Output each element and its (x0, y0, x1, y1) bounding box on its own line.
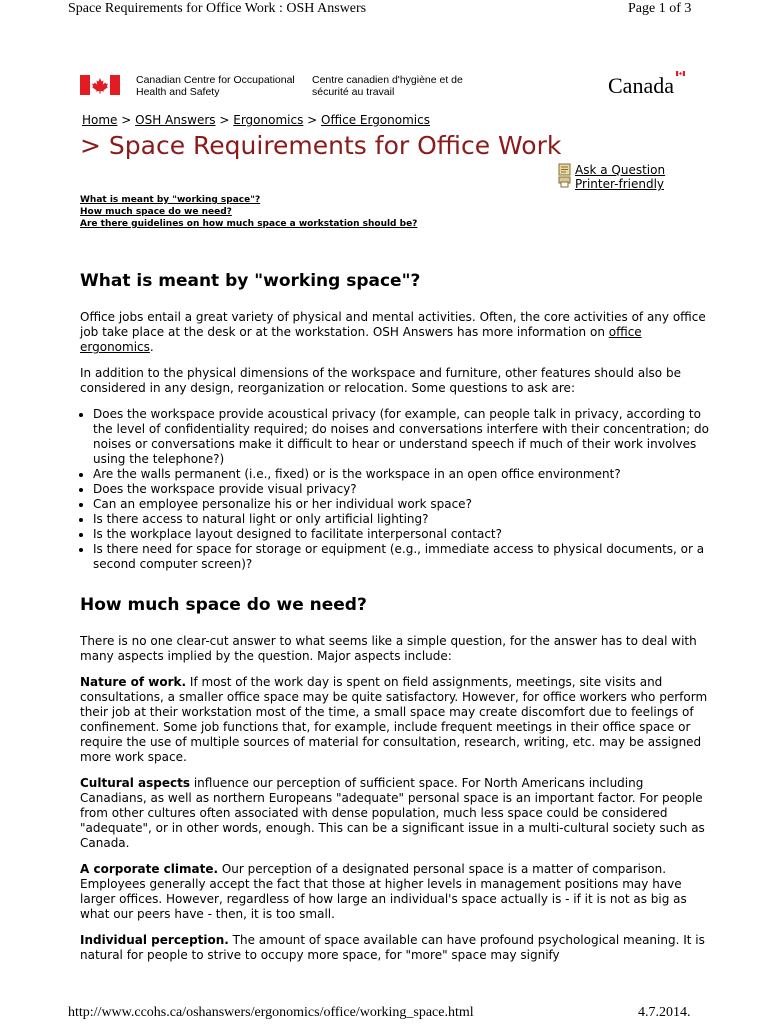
toc-link-how-much-space[interactable]: How much space do we need? (80, 207, 232, 217)
print-header-title: Space Requirements for Office Work : OSH Answers (68, 1, 367, 16)
paragraph: In addition to the physical dimensions of the workspace and furniture, other features should also be considered in any design, reorganization or relocation. Some questions to ask are: (80, 366, 681, 395)
print-footer (0, 1004, 768, 1024)
section-heading-working-space: What is meant by "working space"? (80, 271, 421, 291)
printer-friendly-link[interactable]: Printer-friendly (575, 177, 665, 191)
print-header (0, 0, 768, 20)
paragraph-corporate-climate: A corporate climate. Our perception of a designated personal space is a matter of comparison. Employees generally accept the fact that those at higher levels in management positions may have larger offices. However, regardless of how large an individual's space actually is - if it is not as big as what our peers have - then, it is too small. (80, 862, 687, 921)
print-footer-url: http://www.ccohs.ca/oshanswers/ergonomics/office/working_space.html (68, 1005, 474, 1020)
list-item: • Is there need for space for storage or equipment (e.g., immediate access to physical documents, or a second computer screen)? (93, 542, 710, 572)
page-title: > Space Requirements for Office Work (80, 131, 562, 160)
print-page-number: Page 1 of 3 (628, 1, 692, 16)
toc-link-guidelines[interactable]: Are there guidelines on how much space a workstation should be? (80, 219, 418, 229)
paragraph: Office jobs entail a great variety of physical and mental activities. Often, the core activities of any office job take place at the desk or at the workstation. OSH Answers has more information on office ergonomics. (80, 310, 706, 354)
list-item: • Does the workspace provide visual privacy? (93, 482, 710, 497)
breadcrumb-home-link[interactable]: Home (82, 113, 118, 127)
paragraph: There is no one clear-cut answer to what seems like a simple question, for the answer has to deal with many aspects implied by the question. Major aspects include: (80, 634, 697, 663)
org-name-english: Canadian Centre for Occupational Health and Safety (136, 74, 295, 98)
section-heading-how-much-space: How much space do we need? (80, 595, 367, 615)
ask-question-link[interactable]: Ask a Question (575, 163, 666, 177)
paragraph-individual-perception: Individual perception. The amount of space available can have profound psychological meaning. It is natural for people to strive to occupy more space, for "more" space may signify (80, 933, 705, 962)
breadcrumb-ergonomics-link[interactable]: Ergonomics (233, 113, 304, 127)
canada-flag-icon (80, 75, 120, 95)
toc-link-working-space[interactable]: What is meant by "working space"? (80, 195, 261, 205)
site-header (80, 74, 690, 104)
list-item: • Are the walls permanent (i.e., fixed) or is the workspace in an open office environment? (93, 467, 710, 482)
breadcrumb-separator: > (219, 113, 230, 127)
tools-icon (558, 163, 572, 189)
table-of-contents (80, 194, 417, 230)
breadcrumb-separator: > (121, 113, 132, 127)
print-footer-date: 4.7.2014. (638, 1005, 691, 1020)
list-item: • Can an employee personalize his or her individual work space? (93, 497, 710, 512)
questions-list (80, 407, 710, 572)
list-item: • Is the workplace layout designed to facilitate interpersonal contact? (93, 527, 710, 542)
paragraph-cultural-aspects: Cultural aspects influence our perception of sufficient space. For North Americans including Canadians, as well as northern Europeans "adequate" personal space is an important factor. For people from other cultures often associated with dense population, much less space could be considered "adequate", or in other words, enough. This can be a significant issue in a multi-cultural society such as Canada. (80, 776, 705, 850)
main-content (80, 262, 710, 974)
org-name-french: Centre canadien d'hygiène et de sécurité au travail (312, 74, 463, 98)
wordmark-flag-icon (676, 71, 685, 76)
breadcrumb-separator: > (307, 113, 318, 127)
breadcrumb-osh-answers-link[interactable]: OSH Answers (135, 113, 216, 127)
paragraph-nature-of-work: Nature of work. If most of the work day is spent on field assignments, meetings, site visits and consultations, a smaller office space may be quite satisfactory. However, for office workers who perform their job at their workstation most of the time, a small space may create discomfort due to feelings of confinement. Some job functions that, for example, include frequent meetings in their office space or require the use of multiple sources of material for consultation, research, writing, etc. may be assigned more work space. (80, 675, 708, 764)
list-item: • Does the workspace provide acoustical privacy (for example, can people talk in privacy, according to the level of confidentiality required; do noises and conversations interfere with their concentration; do noises or conversations make it difficult to hear or understand speech if much of their work involves using the telephone?) (93, 407, 710, 467)
office-ergonomics-link[interactable]: office ergonomics (80, 325, 642, 354)
list-item: • Is there access to natural light or only artificial lighting? (93, 512, 710, 527)
canada-wordmark: Canada (608, 73, 674, 98)
breadcrumb (82, 112, 430, 128)
breadcrumb-office-ergonomics-link[interactable]: Office Ergonomics (321, 113, 430, 127)
